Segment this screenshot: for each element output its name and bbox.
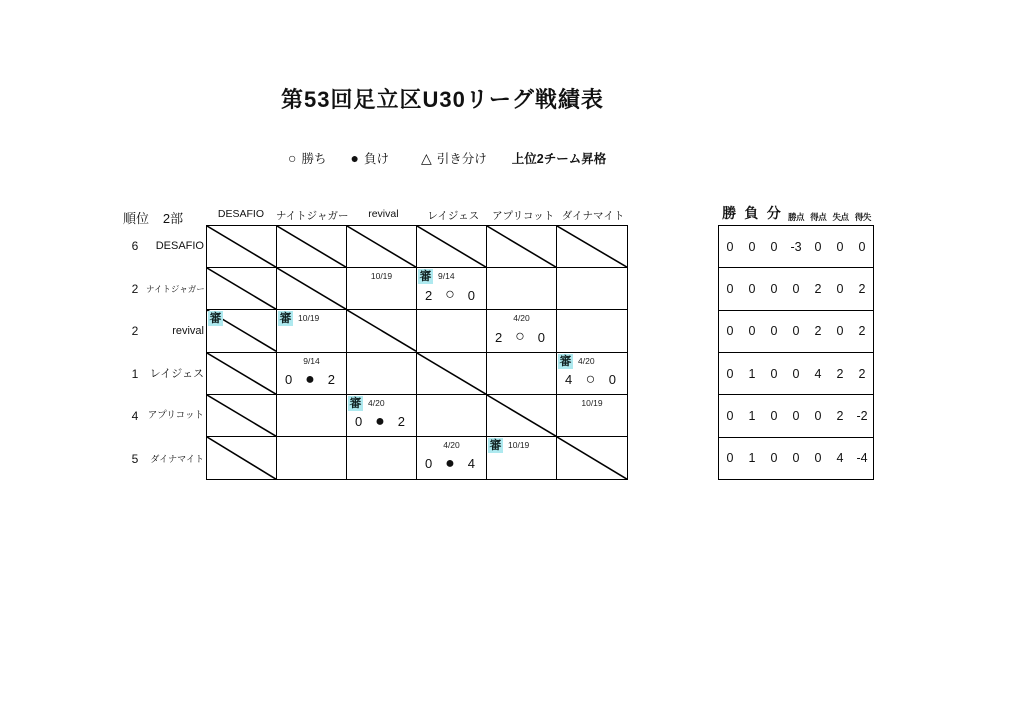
- stats-value: 0: [770, 239, 778, 254]
- stats-table: [718, 225, 874, 480]
- match-cell: [557, 353, 627, 395]
- away-score: 0: [537, 329, 545, 345]
- stats-value: 0: [770, 281, 778, 296]
- stats-value: -4: [856, 451, 868, 466]
- stats-value: 1: [748, 366, 756, 381]
- row-team-name: ナイトジャガー: [146, 283, 205, 294]
- loss-circle-icon: ●: [375, 412, 385, 430]
- match-cell: [417, 310, 487, 352]
- match-cell: [347, 268, 417, 310]
- match-cell: [417, 268, 487, 310]
- row-team-name: レイジェス: [149, 367, 204, 380]
- column-team-name: DESAFIO: [217, 208, 264, 220]
- win-circle-icon: ○: [515, 328, 525, 346]
- stats-value: 2: [836, 408, 844, 423]
- diagonal-line: [207, 395, 276, 436]
- diagonal-line: [207, 268, 276, 309]
- match-result: [425, 284, 475, 306]
- stats-value: 0: [770, 408, 778, 423]
- home-score: 0: [285, 372, 293, 387]
- stats-column-header: 失点: [832, 212, 849, 222]
- diagonal-line: [487, 395, 556, 436]
- match-cell: [557, 268, 627, 310]
- stats-value: 0: [814, 451, 822, 466]
- match-cell: [557, 310, 627, 352]
- row-label: [118, 268, 206, 311]
- match-cell: [347, 395, 417, 437]
- stats-value: 0: [814, 239, 822, 254]
- diagonal-line: [417, 353, 486, 394]
- row-rank: 1: [131, 366, 139, 381]
- stats-value: 0: [814, 408, 822, 423]
- stats-column-header: 得点: [810, 212, 827, 222]
- stats-value: 0: [726, 451, 734, 466]
- match-date: 10/19: [508, 439, 530, 450]
- stats-row: [719, 438, 873, 479]
- stats-row: [719, 395, 873, 437]
- legend-item-0: [288, 149, 326, 167]
- row-team-name: DESAFIO: [155, 240, 204, 252]
- win-symbol: ○: [288, 150, 297, 166]
- match-date: 4/20: [513, 313, 530, 324]
- home-score: 0: [355, 414, 363, 430]
- referee-mark: 審: [559, 353, 572, 368]
- match-date: 10/19: [581, 397, 603, 408]
- diagonal-line: [207, 353, 276, 394]
- diagonal-line: [277, 268, 346, 309]
- match-cell: [207, 353, 277, 395]
- stats-value: 0: [726, 408, 734, 423]
- match-result: [285, 369, 335, 391]
- away-score: 4: [467, 456, 475, 472]
- division-header: 2部: [162, 211, 184, 226]
- match-cell: [347, 353, 417, 395]
- stats-value: -2: [856, 408, 868, 423]
- stats-value: 2: [858, 281, 866, 296]
- stats-column-header: 勝: [722, 205, 737, 221]
- stats-value: 0: [770, 324, 778, 339]
- home-score: 0: [425, 456, 433, 472]
- match-result: [355, 411, 405, 433]
- row-rank: 5: [131, 451, 139, 466]
- match-date: 10/19: [370, 271, 393, 282]
- stats-value: 0: [792, 408, 800, 423]
- stats-value: 0: [792, 324, 800, 339]
- diagonal-line: [557, 437, 627, 479]
- diagonal-line: [417, 226, 486, 267]
- stats-value: 0: [748, 281, 756, 296]
- diagonal-line: [487, 226, 556, 267]
- stats-value: 4: [814, 366, 822, 381]
- stats-value: 2: [858, 324, 866, 339]
- home-score: 2: [425, 287, 433, 303]
- match-cell: [207, 268, 277, 310]
- match-cell: [557, 395, 627, 437]
- match-cell: [207, 310, 277, 352]
- diagonal-line: [207, 437, 276, 479]
- match-cell: [207, 437, 277, 479]
- stats-column-headers: [718, 205, 874, 223]
- stats-row: [719, 268, 873, 310]
- match-result: [565, 369, 616, 391]
- stats-value: 2: [814, 324, 822, 339]
- row-rank: 2: [131, 324, 139, 338]
- row-rank: 6: [131, 239, 139, 253]
- match-cell: [487, 395, 557, 437]
- stats-value: 4: [836, 451, 844, 466]
- match-cell: [207, 226, 277, 268]
- rank-column-header: 順位: [122, 211, 149, 226]
- away-score: 2: [327, 372, 335, 387]
- stats-column-header: 分: [766, 205, 781, 221]
- stats-row: [719, 353, 873, 395]
- match-cell: [277, 437, 347, 479]
- stats-value: 0: [770, 366, 778, 381]
- stats-row: [719, 226, 873, 268]
- row-team-name: ダイナマイト: [150, 453, 204, 464]
- match-cell: [487, 268, 557, 310]
- row-label: [118, 353, 206, 396]
- referee-mark: 審: [209, 311, 222, 326]
- legend-item-2: [421, 149, 487, 167]
- diagonal-line: [347, 310, 416, 351]
- stats-value: 1: [748, 408, 756, 423]
- match-cell: [277, 353, 347, 395]
- row-team-name: アプリコット: [147, 410, 204, 421]
- stats-column-header: 得失: [854, 212, 871, 222]
- match-date: 4/20: [443, 439, 460, 450]
- match-cell: [487, 310, 557, 352]
- match-cell: [487, 353, 557, 395]
- stats-value: -3: [790, 239, 802, 254]
- win-label: 勝ち: [301, 152, 327, 166]
- match-cell: [277, 310, 347, 352]
- diagonal-line: [557, 226, 627, 267]
- match-cell: [487, 226, 557, 268]
- stats-column-header: 勝点: [787, 212, 804, 222]
- stats-value: 0: [726, 324, 734, 339]
- loss-circle-icon: ●: [445, 454, 455, 472]
- match-cell: [277, 395, 347, 437]
- stats-value: 0: [858, 239, 866, 254]
- stats-value: 0: [748, 324, 756, 339]
- stats-value: 0: [792, 366, 800, 381]
- row-team-name: revival: [172, 325, 204, 337]
- win-circle-icon: ○: [585, 370, 596, 388]
- row-rank: 4: [131, 409, 139, 423]
- legend-item-1: [350, 149, 388, 167]
- stats-row: [719, 311, 873, 353]
- match-cell: [557, 437, 627, 479]
- match-cell: [417, 395, 487, 437]
- stats-value: 1: [748, 451, 756, 466]
- match-cell: [557, 226, 627, 268]
- referee-mark: 審: [349, 395, 362, 410]
- match-date: 10/19: [298, 313, 320, 324]
- match-cell: [207, 395, 277, 437]
- stats-value: 0: [726, 239, 734, 254]
- row-label: [118, 438, 206, 481]
- win-circle-icon: ○: [445, 286, 455, 304]
- draw-symbol: △: [420, 150, 432, 166]
- match-cell: [347, 310, 417, 352]
- match-result: [425, 453, 475, 475]
- referee-mark: 審: [279, 311, 292, 326]
- column-team-name: revival: [368, 208, 399, 220]
- stats-column-header: 負: [744, 205, 759, 221]
- matrix-column-headers: [206, 208, 628, 223]
- home-score: 4: [565, 372, 573, 387]
- away-score: 2: [397, 414, 405, 430]
- stats-value: 0: [770, 451, 778, 466]
- home-score: 2: [495, 329, 503, 345]
- match-date: 9/14: [438, 271, 455, 282]
- legend: [288, 149, 606, 167]
- loss-label: 負け: [363, 152, 389, 166]
- column-team-name: ナイトジャガー: [275, 210, 349, 222]
- row-label: [118, 310, 206, 353]
- row-label: [118, 395, 206, 438]
- match-date: 4/20: [368, 397, 385, 408]
- draw-label: 引き分け: [436, 152, 487, 166]
- away-score: 0: [467, 287, 475, 303]
- match-cell: [487, 437, 557, 479]
- referee-mark: 審: [419, 269, 432, 284]
- stats-value: 0: [792, 451, 800, 466]
- away-score: 0: [608, 372, 616, 387]
- page-title: 第53回足立区U30リーグ戦績表: [281, 87, 604, 112]
- match-cell: [417, 226, 487, 268]
- stats-value: 0: [836, 239, 844, 254]
- diagonal-line: [347, 226, 416, 267]
- stats-value: 2: [836, 366, 844, 381]
- loss-symbol: ●: [350, 150, 359, 166]
- results-matrix: [206, 225, 628, 480]
- diagonal-line: [277, 226, 346, 267]
- match-result: [495, 326, 545, 348]
- stats-value: 0: [836, 324, 844, 339]
- match-date: 9/14: [303, 355, 320, 366]
- column-team-name: レイジェス: [427, 210, 480, 222]
- column-team-name: ダイナマイト: [561, 210, 625, 222]
- match-cell: [277, 226, 347, 268]
- match-date: 4/20: [578, 355, 595, 366]
- row-label: [118, 225, 206, 268]
- stats-value: 0: [792, 281, 800, 296]
- match-cell: [347, 437, 417, 479]
- match-cell: [347, 226, 417, 268]
- match-cell: [417, 437, 487, 479]
- row-rank: 2: [131, 281, 139, 296]
- match-cell: [417, 353, 487, 395]
- loss-circle-icon: ●: [305, 370, 315, 388]
- diagonal-line: [207, 226, 276, 267]
- referee-mark: 審: [489, 437, 502, 452]
- stats-value: 0: [836, 281, 844, 296]
- match-cell: [277, 268, 347, 310]
- stats-value: 2: [858, 366, 866, 381]
- promotion-note: 上位2チーム昇格: [511, 152, 607, 166]
- matrix-row-labels: [118, 225, 206, 480]
- stats-value: 2: [814, 281, 822, 296]
- stats-value: 0: [726, 281, 734, 296]
- column-team-name: アプリコット: [492, 210, 555, 222]
- stats-value: 0: [726, 366, 734, 381]
- stats-value: 0: [748, 239, 756, 254]
